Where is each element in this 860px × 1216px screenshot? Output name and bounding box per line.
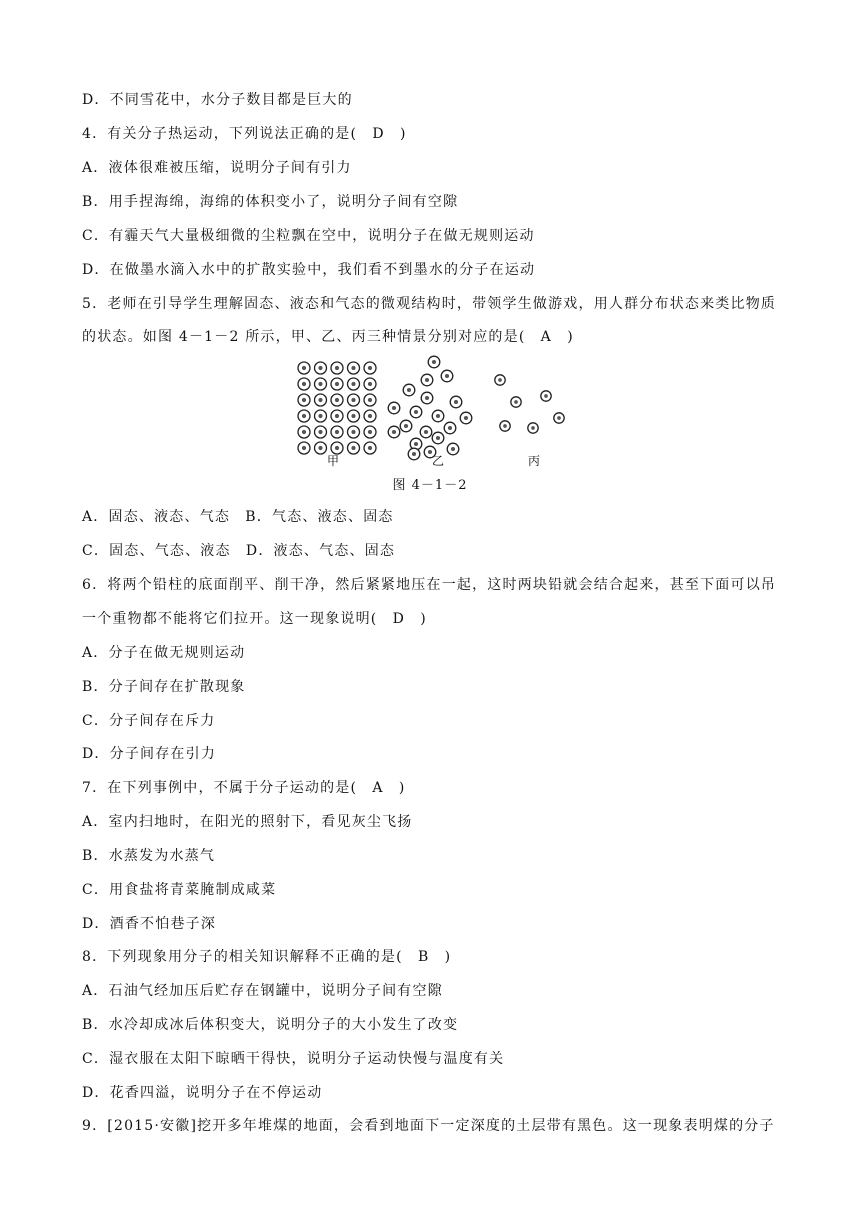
option-a: A．分子在做无规则运动 — [82, 645, 246, 661]
particle-core — [351, 398, 355, 402]
particle-core — [318, 382, 322, 386]
particle-core — [451, 447, 455, 451]
particle-core — [448, 426, 452, 430]
particle-core — [404, 424, 408, 428]
particle-core — [392, 406, 396, 410]
particle-core — [335, 398, 339, 402]
particle-core — [335, 430, 339, 434]
question-7: 7．在下列事例中，不属于分子运动的是( A ) — [82, 780, 406, 796]
option-b: B．水蒸发为水蒸气 — [82, 848, 216, 864]
solid-particles — [298, 362, 376, 454]
particle-core — [318, 430, 322, 434]
particle-core — [498, 378, 502, 382]
particle-core — [368, 414, 372, 418]
particle-core — [368, 430, 372, 434]
particle-core — [368, 382, 372, 386]
question-5-cont: 的状态。如图 4－1－2 所示，甲、乙、丙三种情景分别对应的是( A ) — [82, 329, 574, 345]
option-d: D．在做墨水滴入水中的扩散实验中，我们看不到墨水的分子在运动 — [82, 262, 536, 278]
particle-core — [514, 400, 518, 404]
option-a: A．室内扫地时，在阳光的照射下，看见灰尘飞扬 — [82, 814, 413, 830]
question-6: 6．将两个铅柱的底面削平、削干净，然后紧紧地压在一起，这时两块铅就会结合起来，甚至下面可以吊 — [82, 577, 777, 593]
particle-core — [392, 430, 396, 434]
particle-core — [432, 360, 436, 364]
particle-core — [424, 430, 428, 434]
particle-core — [425, 396, 429, 400]
particle-core — [302, 430, 306, 434]
option-b: B．用手捏海绵，海绵的体积变小了，说明分子间有空隙 — [82, 194, 459, 210]
particle-core — [351, 414, 355, 418]
particle-core — [302, 366, 306, 370]
particle-core — [531, 426, 535, 430]
option-row: C．固态、气态、液态 D．液态、气态、固态 — [82, 543, 396, 559]
option-d: D．花香四溢，说明分子在不停运动 — [82, 1085, 323, 1101]
option-c: C．湿衣服在太阳下晾晒干得快，说明分子运动快慢与温度有关 — [82, 1051, 505, 1067]
particle-core — [351, 430, 355, 434]
option-a: A．液体很难被压缩，说明分子间有引力 — [82, 160, 352, 176]
particle-core — [454, 400, 458, 404]
particle-core — [412, 452, 416, 456]
particle-core — [407, 388, 411, 392]
particle-core — [351, 382, 355, 386]
particle-core — [302, 382, 306, 386]
particle-core — [368, 366, 372, 370]
particle-core — [464, 416, 468, 420]
option-b: B．水冷却成冰后体积变大，说明分子的大小发生了改变 — [82, 1017, 459, 1033]
particle-core — [318, 446, 322, 450]
particle-core — [351, 366, 355, 370]
question-8: 8．下列现象用分子的相关知识解释不正确的是( B ) — [82, 949, 452, 965]
option-a: A．石油气经加压后贮存在钢罐中，说明分子间有空隙 — [82, 983, 443, 999]
particle-core — [351, 446, 355, 450]
particle-core — [368, 446, 372, 450]
particle-core — [302, 446, 306, 450]
figure-label-jia: 甲 — [327, 454, 340, 468]
question-6-cont: 一个重物都不能将它们拉开。这一现象说明( D ) — [82, 611, 427, 627]
particle-core — [414, 410, 418, 414]
particle-core — [436, 414, 440, 418]
particle-core — [302, 414, 306, 418]
particle-core — [414, 442, 418, 446]
particle-core — [335, 366, 339, 370]
text-line: D．不同雪花中，水分子数目都是巨大的 — [82, 92, 353, 108]
liquid-particles — [388, 356, 472, 460]
question-4: 4．有关分子热运动，下列说法正确的是( D ) — [82, 126, 407, 142]
particle-core — [368, 398, 372, 402]
particle-core — [425, 378, 429, 382]
particle-core — [335, 446, 339, 450]
figure-label-yi: 乙 — [432, 454, 445, 468]
question-5: 5．老师在引导学生理解固态、液态和气态的微观结构时，带领学生做游戏，用人群分布状态来类比物质 — [82, 296, 777, 312]
particle-core — [544, 394, 548, 398]
figure-label-bing: 丙 — [528, 454, 541, 468]
option-d: D．分子间存在引力 — [82, 746, 217, 762]
molecule-figure — [280, 352, 580, 492]
particle-core — [335, 382, 339, 386]
option-c: C．分子间存在斥力 — [82, 713, 216, 729]
option-c: C．用食盐将青菜腌制成咸菜 — [82, 882, 277, 898]
particle-core — [335, 414, 339, 418]
particle-core — [318, 414, 322, 418]
figure-caption: 图 4－1－2 — [392, 478, 468, 493]
particle-core — [318, 366, 322, 370]
option-row: A．固态、液态、气态 B．气态、液态、固态 — [82, 509, 394, 525]
option-d: D．酒香不怕巷子深 — [82, 916, 217, 932]
particle-core — [318, 398, 322, 402]
option-b: B．分子间存在扩散现象 — [82, 679, 246, 695]
option-c: C．有霾天气大量极细微的尘粒飘在空中，说明分子在做无规则运动 — [82, 228, 535, 244]
particle-core — [503, 424, 507, 428]
particle-core — [436, 436, 440, 440]
particle-core — [445, 374, 449, 378]
question-9: 9．[2015·安徽]挖开多年堆煤的地面，会看到地面下一定深度的土层带有黑色。这一现象表明煤的分子 — [82, 1118, 775, 1134]
particle-core — [302, 398, 306, 402]
particle-core — [557, 416, 561, 420]
gas-particles — [495, 375, 564, 433]
